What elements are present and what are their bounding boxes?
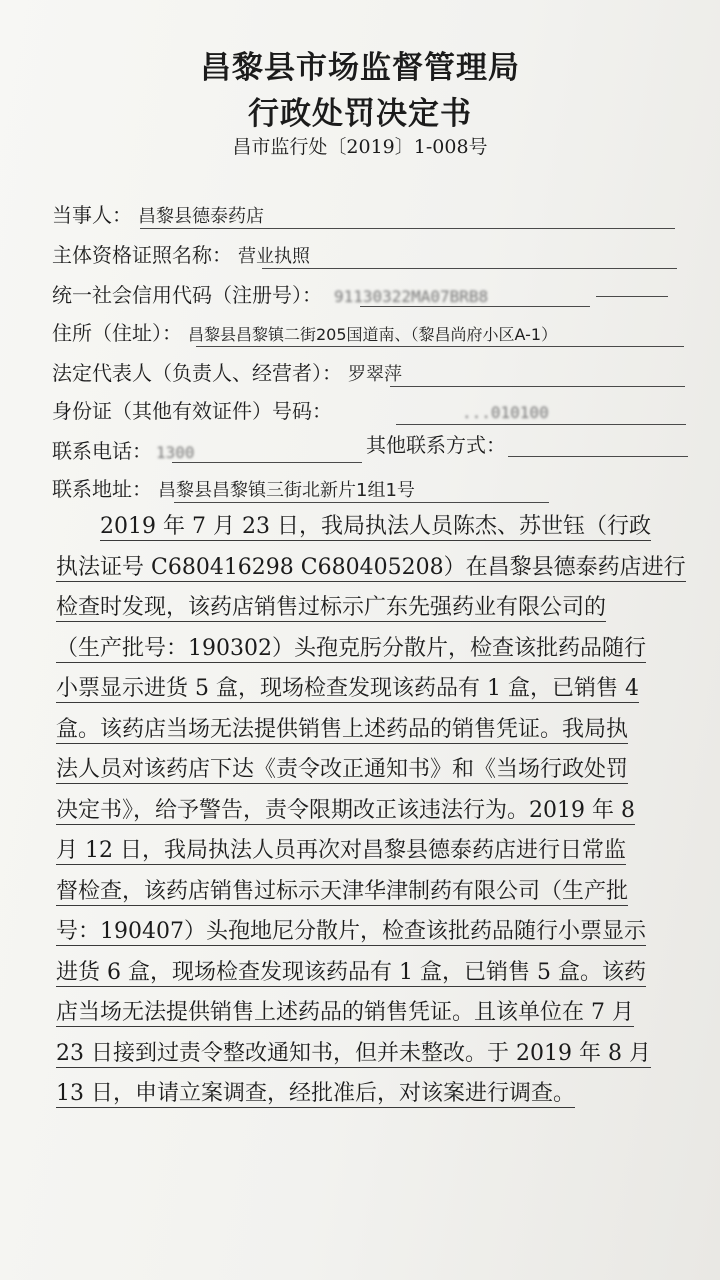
- id-underline: [396, 424, 686, 425]
- credit-code-label: 统一社会信用代码（注册号）：: [52, 283, 322, 307]
- phone-underline: [172, 462, 362, 463]
- paragraph-line: 13 日，申请立案调查，经批准后，对该案进行调查。: [56, 1081, 575, 1106]
- address-value: 昌黎县昌黎镇二街205国道南、（黎昌尚府小区A-1）: [188, 325, 558, 344]
- paragraph-line: 进货 6 盒，现场检查发现该药品有 1 盒，已销售 5 盒。该药: [56, 959, 646, 985]
- paragraph-line: 盒。该药店当场无法提供销售上述药品的销售凭证。我局执: [56, 716, 629, 742]
- legal-rep-value: 罗翠萍: [348, 364, 402, 385]
- address-label: 住所（住址）：: [52, 321, 182, 345]
- paragraph-line: 小票显示进货 5 盒，现场检查发现该药品有 1 盒，已销售 4: [56, 676, 639, 701]
- id-field: [52, 396, 549, 426]
- paragraph-line: 月 12 日，我局执法人员再次对昌黎县德泰药店进行日常监: [56, 838, 626, 863]
- paragraph-line: 检查时发现，该药店销售过标示广东先强药业有限公司的: [56, 595, 607, 620]
- legal-rep-underline: [390, 386, 685, 387]
- party-value: 昌黎县德泰药店: [138, 206, 264, 227]
- address-field: [52, 318, 557, 348]
- agency-title: 昌黎县市场监督管理局: [200, 50, 520, 86]
- id-label: 身份证（其他有效证件）号码：: [52, 399, 332, 423]
- party-underline: [140, 228, 675, 229]
- legal-rep-field: [52, 358, 402, 388]
- phone-label: 联系电话：: [52, 439, 152, 463]
- contact-address-field: [52, 474, 415, 504]
- other-contact-label: 其他联系方式：: [366, 433, 506, 457]
- paragraph-line: 2019 年 7 月 23 日，我局执法人员陈杰、苏世钰（行政: [100, 514, 651, 539]
- paragraph-line: （生产批号：190302）头孢克肟分散片，检查该批药品随行: [56, 635, 646, 661]
- legal-rep-label: 法定代表人（负责人、经营者）：: [52, 361, 342, 385]
- paragraph-line: 23 日接到过责令整改通知书，但并未整改。于 2019 年 8 月: [56, 1040, 651, 1066]
- cert-name-label: 主体资格证照名称：: [52, 243, 232, 267]
- credit-code-underline: [360, 306, 590, 307]
- paragraph-line: 号：190407）头孢地尼分散片，检查该批药品随行小票显示: [56, 919, 646, 944]
- contact-address-value: 昌黎县昌黎镇三街北新片1组1号: [158, 480, 415, 501]
- credit-code-value: 91130322MA07BRB8: [334, 287, 489, 306]
- case-description-paragraph: [56, 508, 720, 1116]
- cert-name-underline: [262, 268, 677, 269]
- other-contact-field: [366, 430, 506, 460]
- contact-address-underline: [174, 502, 549, 503]
- other-contact-underline: [508, 456, 688, 457]
- id-value: ...010100: [462, 403, 549, 422]
- paragraph-line: 决定书》，给予警告，责令限期改正该违法行为。2019 年 8: [56, 797, 635, 823]
- credit-code-underline-2: [596, 296, 668, 297]
- address-underline: [196, 346, 684, 347]
- document-number: 昌市监行处〔2019〕1-008号: [232, 136, 488, 158]
- paragraph-line: 法人员对该药店下达《责令改正通知书》和《当场行政处罚: [56, 757, 629, 782]
- phone-value: 1300: [156, 443, 195, 462]
- paragraph-line: 执法证号 C680416298 C680405208）在昌黎县德泰药店进行: [56, 554, 686, 580]
- contact-address-label: 联系地址：: [52, 477, 152, 501]
- document-title: 行政处罚决定书: [248, 96, 472, 132]
- paragraph-line: 店当场无法提供销售上述药品的销售凭证。且该单位在 7 月: [56, 1000, 634, 1025]
- cert-name-value: 营业执照: [238, 246, 310, 267]
- cert-name-field: [52, 240, 310, 270]
- party-label: 当事人：: [52, 203, 132, 227]
- party-field: [52, 200, 264, 230]
- paragraph-line: 督检查，该药店销售过标示天津华津制药有限公司（生产批: [56, 878, 629, 904]
